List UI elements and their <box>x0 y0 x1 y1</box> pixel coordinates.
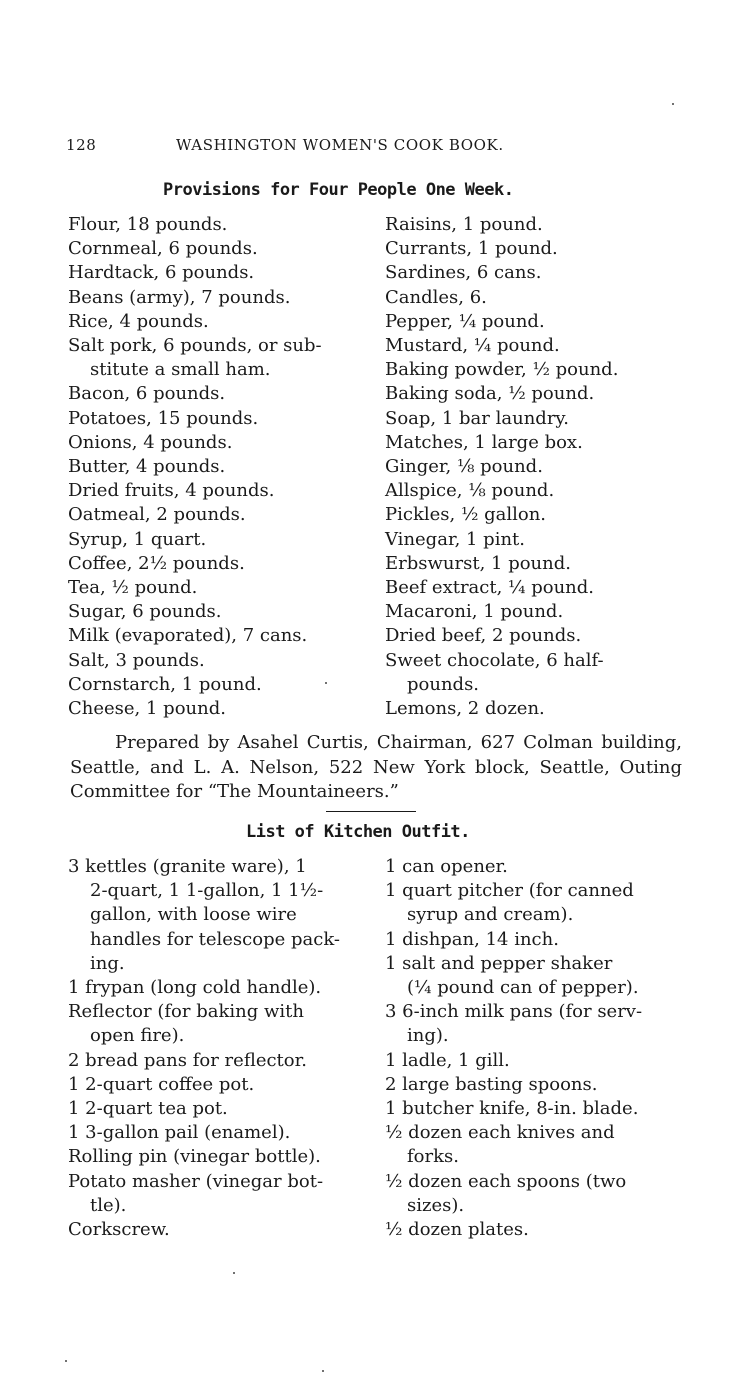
item-text: 1 dishpan, 14 inch. <box>385 928 559 950</box>
list-item <box>68 600 373 624</box>
item-text: Sardines, 6 cans. <box>385 262 542 284</box>
list-item <box>385 334 685 358</box>
section-divider <box>326 811 416 812</box>
item-text: 1 salt and pepper shaker <box>385 952 613 974</box>
list-item <box>385 576 685 600</box>
list-item <box>68 1121 368 1145</box>
item-continuation: tle). <box>90 1194 127 1216</box>
item-text: Matches, 1 large box. <box>385 431 583 453</box>
provisions-left-column <box>68 213 373 721</box>
item-continuation: syrup and cream). <box>407 904 574 926</box>
list-item <box>68 1049 368 1073</box>
list-item <box>385 213 685 237</box>
list-item <box>68 237 373 261</box>
item-text: Candles, 6. <box>385 286 487 308</box>
item-text: 1 ladle, 1 gill. <box>385 1049 510 1071</box>
item-continuation: stitute a small ham. <box>90 359 271 381</box>
item-text: Erbswurst, 1 pound. <box>385 552 571 574</box>
item-continuation: (¼ pound can of pepper). <box>407 977 639 999</box>
item-text: Tea, ½ pound. <box>68 577 198 599</box>
list-item <box>68 528 373 552</box>
list-item <box>385 952 685 1000</box>
list-item <box>385 1170 685 1218</box>
item-text: Onions, 4 pounds. <box>68 431 233 453</box>
item-continuation: forks. <box>407 1146 459 1168</box>
list-item <box>68 1170 368 1218</box>
item-text: Soap, 1 bar laundry. <box>385 407 569 429</box>
item-continuation: sizes). <box>407 1194 465 1216</box>
item-text: Baking soda, ½ pound. <box>385 383 595 405</box>
list-item <box>68 1073 368 1097</box>
item-text: Allspice, ⅛ pound. <box>385 480 555 502</box>
list-item <box>68 552 373 576</box>
list-item <box>385 1049 685 1073</box>
item-text: 1 3-gallon pail (enamel). <box>68 1122 291 1144</box>
item-text: 1 can opener. <box>385 856 508 877</box>
item-text: 1 2-quart tea pot. <box>68 1098 228 1120</box>
list-item <box>68 455 373 479</box>
item-text: Cornstarch, 1 pound. <box>68 673 262 695</box>
scan-speck <box>233 1272 235 1274</box>
list-item <box>385 649 685 697</box>
item-text: Beef extract, ¼ pound. <box>385 577 595 599</box>
list-item <box>68 649 373 673</box>
item-continuation: handles for telescope pack- <box>90 928 340 950</box>
item-continuation: open fire). <box>90 1025 185 1047</box>
item-text: Beans (army), 7 pounds. <box>68 286 291 308</box>
item-text: Raisins, 1 pound. <box>385 214 543 235</box>
list-item <box>68 431 373 455</box>
list-item <box>385 431 685 455</box>
item-text: ½ dozen each spoons (two <box>385 1170 627 1192</box>
list-item <box>385 1073 685 1097</box>
item-text: Corkscrew. <box>68 1219 170 1241</box>
item-text: Rolling pin (vinegar bottle). <box>68 1146 321 1168</box>
list-item <box>68 976 368 1000</box>
item-text: Oatmeal, 2 pounds. <box>68 504 246 526</box>
list-item <box>385 879 685 927</box>
item-text: 1 butcher knife, 8-in. blade. <box>385 1098 639 1120</box>
list-item <box>385 1121 685 1169</box>
list-item <box>385 286 685 310</box>
list-item <box>68 1000 368 1048</box>
list-item <box>385 455 685 479</box>
list-item <box>68 286 373 310</box>
scan-speck <box>672 103 674 105</box>
item-text: Currants, 1 pound. <box>385 238 558 260</box>
item-text: Syrup, 1 quart. <box>68 528 207 550</box>
list-item <box>385 479 685 503</box>
item-text: Pickles, ½ gallon. <box>385 504 547 526</box>
list-item <box>68 697 373 721</box>
running-head <box>66 136 572 160</box>
list-item <box>68 624 373 648</box>
list-item <box>385 261 685 285</box>
list-item <box>68 503 373 527</box>
item-continuation: ing. <box>90 952 125 974</box>
list-item <box>385 358 685 382</box>
list-item <box>68 407 373 431</box>
item-text: Dried fruits, 4 pounds. <box>68 480 275 502</box>
list-item <box>385 237 685 261</box>
book-title: WASHINGTON WOMEN'S COOK BOOK. <box>176 136 504 154</box>
provisions-heading: Provisions for Four People One Week. <box>163 180 514 200</box>
item-text: 3 kettles (granite ware), 1 <box>68 856 307 877</box>
list-item <box>385 528 685 552</box>
item-text: ½ dozen plates. <box>385 1219 529 1241</box>
provisions-right-column <box>385 213 685 721</box>
list-item <box>385 624 685 648</box>
item-text: Butter, 4 pounds. <box>68 456 226 478</box>
list-item <box>385 600 685 624</box>
item-text: Salt, 3 pounds. <box>68 649 205 671</box>
item-text: Sugar, 6 pounds. <box>68 601 222 623</box>
kitchen-left-column <box>68 855 368 1242</box>
item-text: Cornmeal, 6 pounds. <box>68 238 258 260</box>
scan-speck <box>65 1360 67 1362</box>
list-item <box>68 1145 368 1169</box>
list-item <box>385 697 685 721</box>
item-text: Mustard, ¼ pound. <box>385 335 560 357</box>
item-text: Reflector (for baking with <box>68 1001 304 1023</box>
item-text: Sweet chocolate, 6 half- <box>385 649 604 671</box>
item-text: Hardtack, 6 pounds. <box>68 262 255 284</box>
list-item <box>68 213 373 237</box>
item-continuation: ing). <box>407 1025 449 1047</box>
item-text: Milk (evaporated), 7 cans. <box>68 625 308 647</box>
item-text: Ginger, ⅛ pound. <box>385 456 543 478</box>
item-text: Bacon, 6 pounds. <box>68 383 226 405</box>
item-text: Salt pork, 6 pounds, or sub- <box>68 335 322 357</box>
list-item <box>385 382 685 406</box>
item-text: Cheese, 1 pound. <box>68 698 226 720</box>
credits-note: Prepared by Asahel Curtis, Chairman, 627 Colman building, Seattle, and L. A. Nelson, 522 New York block, Seattle, Outing Committee for “The Mountaineers.” <box>70 732 682 802</box>
item-text: Baking powder, ½ pound. <box>385 359 619 381</box>
list-item <box>68 1097 368 1121</box>
list-item <box>68 310 373 334</box>
list-item <box>385 407 685 431</box>
list-item <box>68 1218 368 1242</box>
item-text: Lemons, 2 dozen. <box>385 698 545 720</box>
item-text: 3 6-inch milk pans (for serv- <box>385 1001 643 1023</box>
kitchen-right-column <box>385 855 685 1242</box>
item-text: Rice, 4 pounds. <box>68 310 209 332</box>
item-text: 1 frypan (long cold handle). <box>68 977 322 999</box>
list-item <box>385 310 685 334</box>
list-item <box>385 1097 685 1121</box>
list-item <box>68 673 373 697</box>
item-text: Pepper, ¼ pound. <box>385 310 545 332</box>
list-item <box>68 261 373 285</box>
list-item <box>68 479 373 503</box>
page-number: 128 <box>66 136 97 154</box>
item-text: 1 quart pitcher (for canned <box>385 880 634 902</box>
list-item <box>68 334 373 382</box>
scan-speck <box>322 1370 324 1372</box>
scan-speck <box>325 682 327 684</box>
list-item <box>385 928 685 952</box>
item-continuation: 2-quart, 1 1-gallon, 1 1½- <box>90 880 324 902</box>
item-text: 2 bread pans for reflector. <box>68 1049 307 1071</box>
item-text: 1 2-quart coffee pot. <box>68 1073 255 1095</box>
list-item <box>385 503 685 527</box>
list-item <box>385 1218 685 1242</box>
item-text: Potatoes, 15 pounds. <box>68 407 259 429</box>
item-text: Macaroni, 1 pound. <box>385 601 564 623</box>
list-item <box>385 1000 685 1048</box>
list-item <box>385 552 685 576</box>
kitchen-heading: List of Kitchen Outfit. <box>246 822 470 842</box>
item-text: ½ dozen each knives and <box>385 1122 615 1144</box>
item-text: Vinegar, 1 pint. <box>385 528 526 550</box>
item-text: 2 large basting spoons. <box>385 1073 598 1095</box>
list-item <box>68 382 373 406</box>
item-text: Dried beef, 2 pounds. <box>385 625 582 647</box>
item-text: Flour, 18 pounds. <box>68 214 228 235</box>
item-continuation: pounds. <box>407 673 480 695</box>
list-item <box>385 855 685 879</box>
list-item <box>68 855 368 976</box>
item-continuation: gallon, with loose wire <box>90 904 297 926</box>
item-text: Coffee, 2½ pounds. <box>68 552 245 574</box>
item-text: Potato masher (vinegar bot- <box>68 1170 324 1192</box>
list-item <box>68 576 373 600</box>
